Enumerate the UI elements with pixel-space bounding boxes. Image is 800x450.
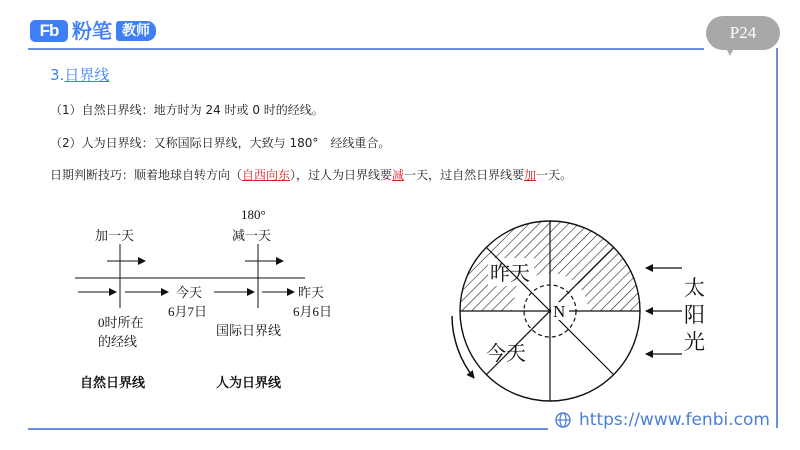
tip-mid1: ），过人为日界线要 — [290, 168, 393, 182]
polar-view-diagram — [452, 209, 705, 401]
label-natural-line-1: 0时所在 — [98, 315, 144, 330]
label-add-day: 加一天 — [95, 228, 135, 243]
tip-prefix: 日期判断技巧：顺着地球自转方向（ — [50, 168, 243, 182]
tip-direction: 自西向东 — [242, 168, 291, 182]
sunlight-char-3: 光 — [684, 330, 705, 354]
logo-mark: Fb — [30, 20, 68, 42]
caption-intl-dateline: 人为日界线 — [216, 376, 282, 391]
natural-line-definition: （1）自然日界线：地方时为 24 时或 0 时的经线。 — [50, 103, 324, 117]
tip-end: 一天。 — [536, 168, 573, 182]
label-today: 今天 — [176, 285, 203, 300]
label-natural-line-2: 的经线 — [98, 334, 138, 349]
page-number: P24 — [729, 23, 757, 42]
section-title-text: 日界线 — [64, 66, 110, 84]
label-180: 180° — [241, 207, 266, 222]
caption-natural-dateline: 自然日界线 — [80, 376, 146, 391]
tip-minus: 减 — [392, 168, 405, 182]
north-pole-label: N — [553, 302, 566, 321]
rotation-arrow — [452, 316, 474, 378]
globe-icon — [555, 412, 571, 428]
tip-mid2: 一天，过自然日界线要 — [404, 168, 525, 182]
label-today-date: 6月7日 — [168, 304, 208, 319]
label-today-polar: 今天 — [486, 343, 526, 365]
label-yesterday-polar: 昨天 — [490, 263, 530, 285]
sunlight-char-1: 太 — [684, 276, 705, 300]
footer-url-text: https://www.fenbi.com — [579, 410, 770, 430]
label-yesterday: 昨天 — [298, 285, 325, 300]
label-minus-day: 减一天 — [232, 228, 272, 243]
section-number: 3. — [50, 66, 65, 84]
logo-text: 粉笔 — [72, 19, 112, 43]
intl-line-definition: （2）人为日界线：又称国际日界线，大致与 180° 经线重合。 — [50, 136, 391, 150]
logo-badge: 教师 — [116, 21, 156, 41]
label-intl-line: 国际日界线 — [216, 323, 282, 338]
left-dateline-schematic — [75, 207, 332, 349]
label-yesterday-date: 6月6日 — [293, 304, 333, 319]
sunlight-char-2: 阳 — [684, 303, 705, 327]
footer-url[interactable] — [555, 410, 770, 430]
tip-plus: 加 — [524, 168, 537, 182]
